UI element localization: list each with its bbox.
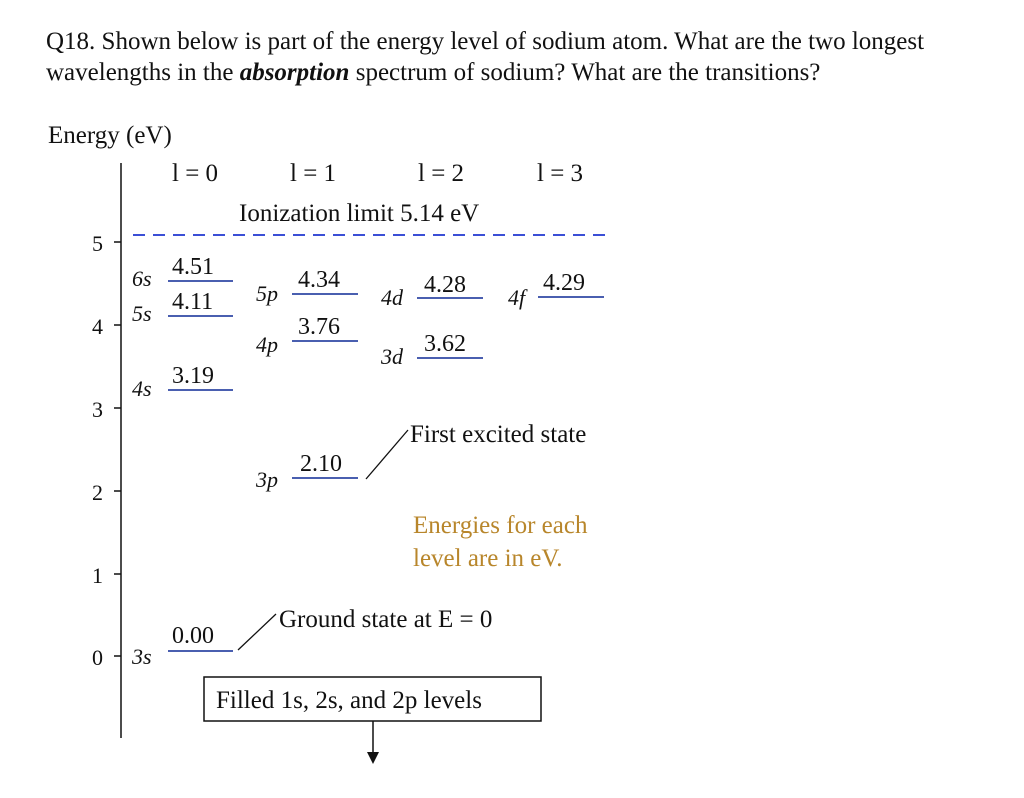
level-energy-5p: 4.34 [298, 267, 340, 293]
ionization-label: Ionization limit 5.14 eV [239, 200, 480, 227]
tick-label-3: 3 [92, 397, 103, 422]
ground-state-pointer [238, 614, 276, 650]
tick-label-0: 0 [92, 645, 103, 670]
first-excited-pointer [366, 430, 408, 479]
header-l0: l = 0 [172, 160, 219, 187]
header-l2: l = 2 [418, 160, 465, 187]
level-energy-3s: 0.00 [172, 623, 214, 649]
energy-note-line2: level are in eV. [413, 545, 563, 572]
header-l1: l = 1 [290, 160, 337, 187]
ground-state-label: Ground state at E = 0 [279, 606, 493, 633]
level-energy-3p: 2.10 [300, 451, 342, 477]
tick-label-4: 4 [92, 314, 103, 339]
level-energy-4d: 4.28 [424, 272, 466, 298]
level-name-6s: 6s [132, 266, 152, 291]
header-l3: l = 3 [537, 160, 584, 187]
level-energy-4s: 3.19 [172, 363, 214, 389]
tick-label-2: 2 [92, 480, 103, 505]
level-energy-3d: 3.62 [424, 331, 466, 357]
tick-label-1: 1 [92, 563, 103, 588]
filled-levels-label: Filled 1s, 2s, and 2p levels [216, 687, 482, 714]
level-name-5s: 5s [132, 301, 152, 326]
level-energy-5s: 4.11 [172, 289, 214, 315]
level-name-4f: 4f [508, 285, 526, 310]
level-energy-4p: 3.76 [298, 314, 340, 340]
level-name-3s: 3s [132, 644, 152, 669]
level-name-5p: 5p [256, 281, 278, 306]
level-name-4d: 4d [381, 285, 403, 310]
axis-title: Energy (eV) [48, 122, 172, 149]
tick-label-5: 5 [92, 231, 103, 256]
first-excited-label: First excited state [410, 421, 587, 448]
level-name-3d: 3d [381, 344, 403, 369]
question-suffix: spectrum of sodium? What are the transitions? [349, 59, 821, 86]
down-arrow-icon [367, 752, 379, 764]
energy-note-line1: Energies for each [413, 512, 588, 539]
question-prefix: Q18. Shown below is part of the energy level of sodium atom. What are the two longest wavelengths in the [46, 28, 925, 86]
level-name-3p: 3p [256, 467, 278, 492]
question-emphasis: absorption [239, 59, 350, 86]
level-energy-4f: 4.29 [543, 270, 585, 296]
level-name-4s: 4s [132, 376, 152, 401]
level-name-4p: 4p [256, 332, 278, 357]
level-energy-6s: 4.51 [172, 254, 214, 280]
